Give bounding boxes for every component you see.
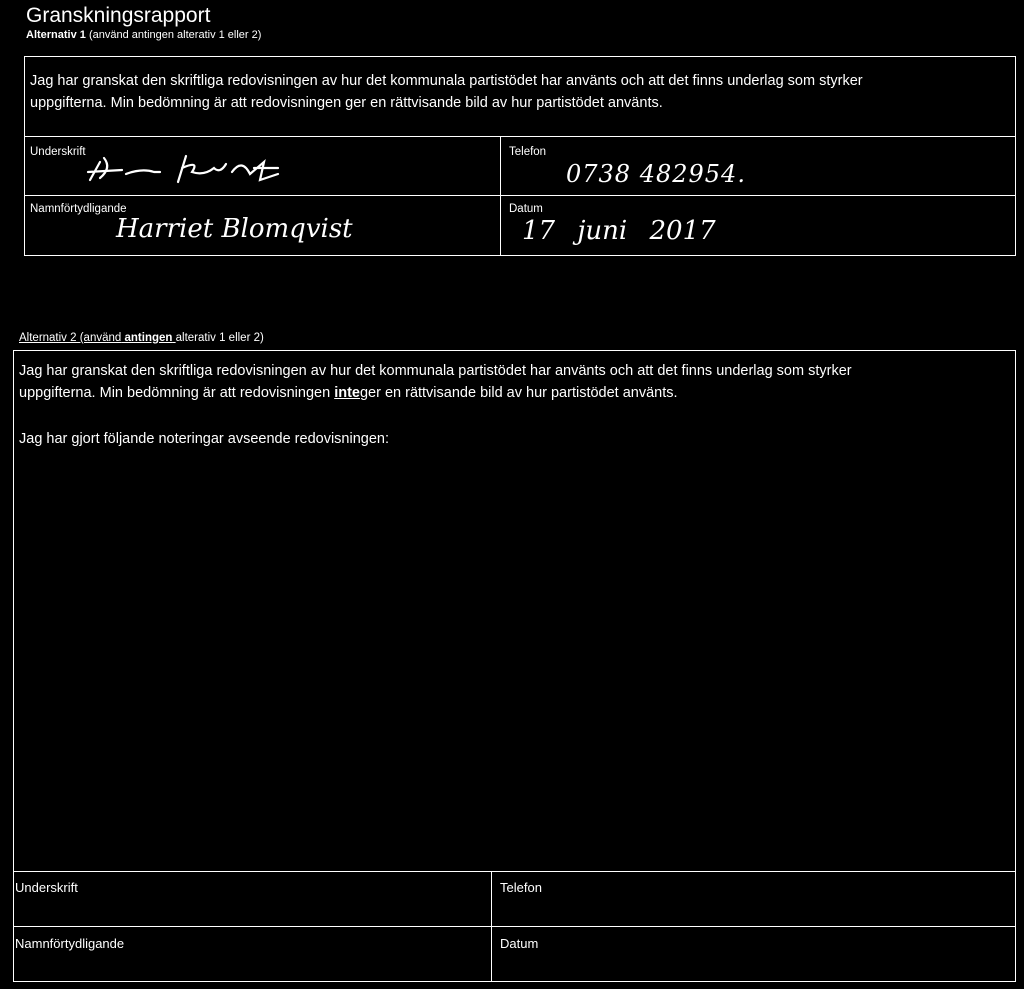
divider [13,871,1016,872]
alternative-1-heading [26,29,261,41]
date-label: Datum [500,936,539,951]
alternative-2-heading [19,332,264,344]
alternative-2-statement-line2 [19,382,852,404]
signature-label: Underskrift [30,146,86,158]
alternative-1-statement-line2: uppgifterna. Min bedömning är att redovisningen ger en rättvisande bild av hur partistödet använts. [30,95,663,111]
alternative-1-statement [30,70,863,114]
signature-label: Underskrift [15,880,78,895]
alternative-1-instruction: (använd antingen alterativ 1 eller 2) [88,29,262,41]
notes-label: Jag har gjort följande noteringar avseende redovisningen: [19,431,389,447]
alternative-2-heading-emph: antingen [124,332,173,344]
name-value: Harriet Blomqvist [116,214,353,244]
alternative-2-statement [19,360,852,404]
name-label: Namnförtydligande [30,203,127,215]
divider [13,926,1016,927]
date-value: 17 juni 2017 [522,216,716,246]
divider [24,136,1016,137]
emphasis-inte: inte [334,385,360,401]
page-title: Granskningsrapport [26,4,211,27]
phone-value: 0738 482954. [566,160,746,188]
phone-label: Telefon [500,880,542,895]
alternative-2-heading-pre: Alternativ 2 (använd [19,332,122,344]
alternative-1-label: Alternativ 1 [26,29,86,41]
alternative-2-statement-line2-pre: uppgifterna. Min bedömning är att redovisningen [19,385,331,401]
divider [24,195,1016,196]
phone-label: Telefon [509,146,547,158]
divider [500,136,501,256]
alternative-2-statement-line1: Jag har granskat den skriftliga redovisningen av hur det kommunala partistödet har använts och att det finns underlag som styrker [19,363,852,379]
alternative-2-statement-line2-post: ger en rättvisande bild av hur partistödet använts. [359,385,678,401]
alternative-1-statement-line1: Jag har granskat den skriftliga redovisningen av hur det kommunala partistödet har använts och att det finns underlag som styrker [30,73,863,89]
name-label: Namnförtydligande [15,936,125,951]
alternative-2-heading-post: alterativ 1 eller 2) [175,332,264,344]
handwritten-signature [82,150,362,190]
date-label: Datum [509,203,543,215]
